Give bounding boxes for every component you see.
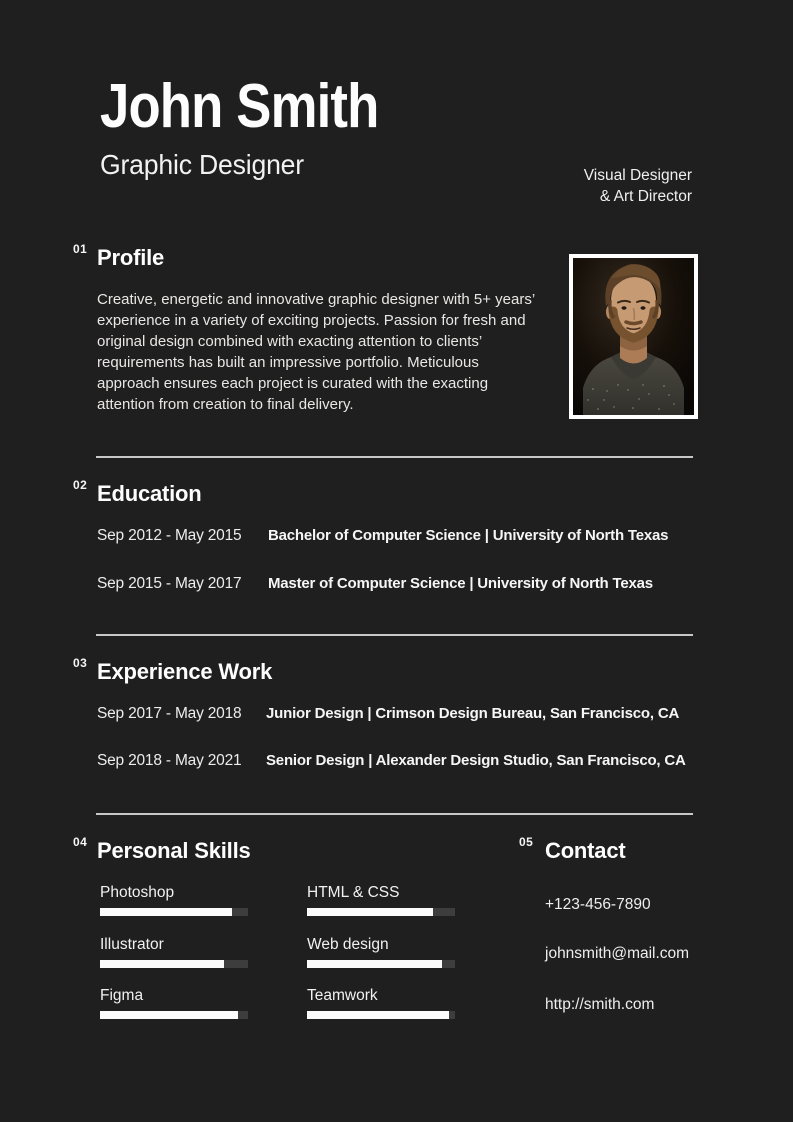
skill-bar-fill	[100, 1011, 238, 1019]
experience-dates: Sep 2018 - May 2021	[97, 752, 242, 769]
skill-bar	[307, 960, 455, 968]
profile-section-heading: Profile	[97, 245, 165, 270]
experience-description: Junior Design | Crimson Design Bureau, San Francisco, CA	[266, 705, 680, 722]
contact-email: johnsmith@mail.com	[545, 945, 690, 962]
skill-bar	[307, 1011, 455, 1019]
skill-bar	[100, 960, 248, 968]
skill-bar	[100, 908, 248, 916]
tagline-line-1: Visual Designer	[583, 167, 692, 184]
skill-label: Teamwork	[307, 987, 378, 1004]
experience-item	[97, 752, 241, 770]
skill-bar-fill	[307, 908, 433, 916]
skill-bar	[100, 1011, 248, 1019]
skills-section-heading: Personal Skills	[97, 838, 251, 863]
education-description: Bachelor of Computer Science | University of North Texas	[268, 527, 669, 544]
contact-website: http://smith.com	[545, 996, 655, 1013]
education-description: Master of Computer Science | University of North Texas	[268, 575, 653, 592]
portrait-illustration	[573, 258, 694, 415]
education-item	[97, 527, 241, 545]
tagline	[584, 166, 692, 207]
skill-bar-fill	[307, 960, 442, 968]
profile-section-number: 01	[73, 242, 88, 256]
profile-summary: Creative, energetic and innovative graphic designer with 5+ years’ experience in a variety of exciting projects. Passion for fresh and original design combined with exacting attention to clients’ requirements has built an impressive portfolio. Meticulous approach ensures each project is curated with the exacting attention from creation to final delivery.	[97, 291, 535, 413]
skill-bar-fill	[100, 908, 232, 916]
education-section-heading: Education	[97, 481, 202, 506]
experience-dates: Sep 2017 - May 2018	[97, 705, 242, 722]
skill-label: Web design	[307, 936, 389, 953]
experience-section-number: 03	[73, 656, 88, 670]
person-name: John Smith	[100, 72, 379, 141]
experience-section-heading: Experience Work	[97, 659, 273, 684]
experience-item	[97, 705, 241, 723]
contact-section-heading: Contact	[545, 838, 626, 863]
skill-bar	[307, 908, 455, 916]
skill-bar-fill	[100, 960, 224, 968]
skill-label: Figma	[100, 987, 144, 1004]
skill-label: Illustrator	[100, 936, 164, 953]
education-dates: Sep 2015 - May 2017	[97, 575, 242, 592]
section-divider	[96, 813, 693, 815]
skill-label: Photoshop	[100, 884, 175, 901]
skills-section-number: 04	[73, 835, 88, 849]
skill-label: HTML & CSS	[307, 884, 400, 901]
education-item	[97, 575, 241, 593]
person-job-title: Graphic Designer	[100, 149, 304, 180]
section-divider	[96, 456, 693, 458]
education-section-number: 02	[73, 478, 88, 492]
section-divider	[96, 634, 693, 636]
experience-description: Senior Design | Alexander Design Studio, San Francisco, CA	[266, 752, 686, 769]
tagline-line-2: & Art Director	[599, 187, 692, 205]
contact-section-number: 05	[519, 835, 534, 849]
skill-bar-fill	[307, 1011, 449, 1019]
education-dates: Sep 2012 - May 2015	[97, 527, 242, 544]
contact-phone: +123-456-7890	[545, 896, 651, 913]
profile-photo	[569, 254, 698, 419]
